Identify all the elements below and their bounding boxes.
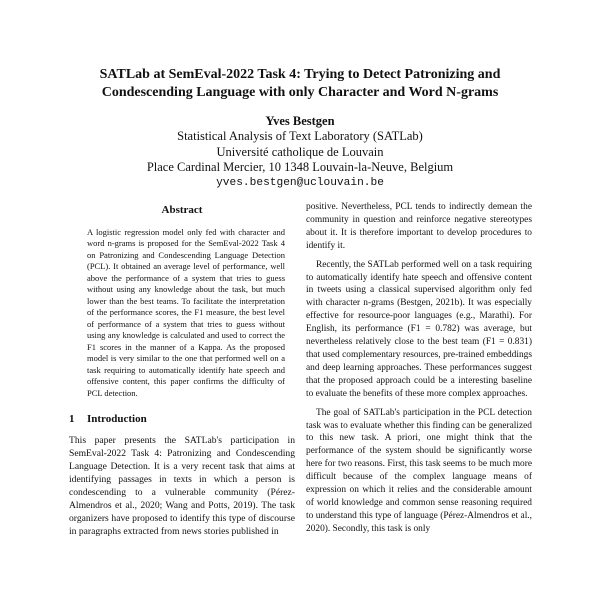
intro-paragraph-1: This paper presents the SATLab's participation in SemEval-2022 Task 4: Patronizing and Condescending Language Detection. It is a very recent task that aims at identifying passages in texts in which a person is condescending to a vulnerable community (Pérez-Almendros et al., 2020; Wang and Potts, 2019). The task organizers have proposed to identify this type of discourse in paragraphs extracted from news stories published in [69,435,295,538]
section-heading-introduction [69,413,295,426]
affiliation-university: Université catholique de Louvain [216,144,384,159]
section-number: 1 [69,413,75,426]
abstract-text: A logistic regression model only fed with character and word n-grams is proposed for the SemEval-2022 Task 4 on Patronizing and Condescending Language Detection (PCL). It obtained an average level of performance, well above the performance of a system that tries to guess without using any knowledge about the task, but much lower than the best teams. To facilitate the interpretation of the performance scores, the F1 measure, the best level of performance of a system that tries to guess without using any knowledge is calculated and used to correct the F1 scores in the manner of a Kappa. As the proposed model is very similar to the one that performed well on a task requiring to automatically identify hate speech and offensive content, this paper confirms the difficulty of PCL detection. [87,226,285,398]
left-column [69,201,295,538]
paper-title [40,66,560,102]
paragraph-2: Recently, the SATLab performed well on a task requiring to automatically identify hate speech and offensive content in tweets using a classical supervised algorithm only fed with character n-grams (Bestgen, 2021b). It was especially effective for resource-poor languages (e.g., Marathi). For English, its performance (F1 = 0.782) was average, but nevertheless relatively close to the best team (F1 = 0.831) that used complementary resources, pre-trained embeddings and deep learning approaches. These performances suggest that the proposed approach could be a interesting baseline to evaluate the benefits of these more complex approaches. [306,259,532,399]
author-name: Yves Bestgen [265,114,335,128]
abstract-heading: Abstract [161,204,203,216]
section-title: Introduction [87,413,147,426]
right-column [306,201,532,536]
title-line-1: SATLab at SemEval-2022 Task 4: Trying to Detect Patronizing and [99,67,501,82]
paragraph-continued: positive. Nevertheless, PCL tends to indirectly demean the community in question and reinforce negative stereotypes about it. It is therefore important to develop procedures to identify it. [306,202,532,251]
author-email[interactable]: yves.bestgen@uclouvain.be [216,176,384,189]
affiliation-address: Place Cardinal Mercier, 10 1348 Louvain-la-Neuve, Belgium [146,160,454,175]
affiliation-lab: Statistical Analysis of Text Laboratory (SATLab) [177,129,423,144]
title-line-2: Condescending Language with only Character and Word N-grams [101,85,499,100]
paragraph-3: The goal of SATLab's participation in the PCL detection task was to evaluate whether this finding can be generalized to this new task. A priori, one might think that the performance of the system should be significantly worse here for two reasons. First, this task seems to be much more difficult because of the complex language means of expression on which it relies and the considerable amount of world knowledge and common sense reasoning required to understand this type of language (Pérez-Almendros et al., 2020). Secondly, this task is only [306,407,532,534]
author-block [0,114,600,191]
